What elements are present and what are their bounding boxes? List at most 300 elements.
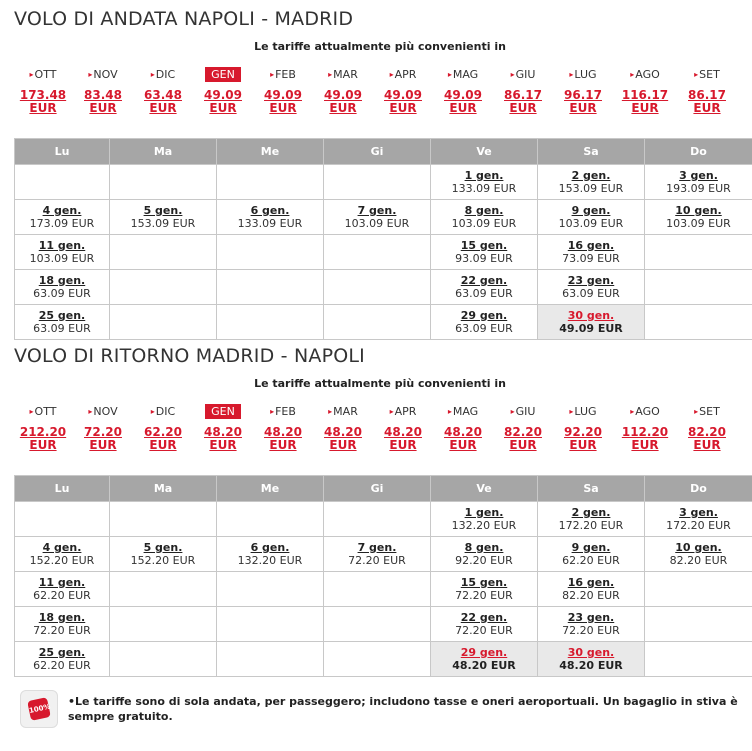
month-price: 48.20 [324, 425, 362, 439]
month-label: OTT [34, 68, 57, 81]
month-currency: EUR [449, 101, 477, 115]
month-label: MAR [333, 68, 358, 81]
chevron-right-icon: ▸ [270, 70, 275, 79]
month-currency: EUR [631, 438, 659, 452]
day-price: 133.09 EUR [237, 216, 303, 230]
month-price-link[interactable] [615, 89, 675, 115]
calendar-day-cell[interactable] [15, 270, 110, 305]
month-label: OTT [34, 405, 57, 418]
day-link[interactable]: 22 gen. [460, 273, 508, 287]
month-tab[interactable] [253, 67, 313, 82]
month-tab[interactable] [73, 404, 133, 419]
calendar-day-cell[interactable] [15, 235, 110, 270]
calendar-day-cell[interactable] [431, 537, 538, 572]
calendar-empty-cell [110, 270, 217, 305]
day-link[interactable]: 10 gen. [675, 203, 722, 217]
calendar-day-cell[interactable] [538, 270, 645, 305]
calendar-empty-cell [324, 502, 431, 537]
calendar-empty-cell [324, 235, 431, 270]
month-price-link[interactable] [313, 89, 373, 115]
calendar-empty-cell [324, 165, 431, 200]
day-link[interactable]: 11 gen. [38, 575, 86, 589]
calendar-empty-cell [15, 165, 110, 200]
chevron-right-icon: ▸ [630, 407, 635, 416]
month-price-link[interactable] [677, 426, 737, 452]
calendar-day-cell[interactable] [538, 642, 645, 677]
day-link[interactable]: 3 gen. [679, 168, 718, 182]
month-tab[interactable] [553, 67, 613, 82]
calendar-day-cell[interactable] [431, 572, 538, 607]
calendar-day-cell[interactable] [15, 305, 110, 340]
calendar-day-cell[interactable] [217, 200, 324, 235]
month-price-link[interactable] [13, 89, 73, 115]
calendar-empty-cell [645, 270, 752, 305]
month-label: APR [394, 68, 417, 81]
month-label: SET [699, 405, 720, 418]
weekday-header: Sa [538, 139, 645, 165]
chevron-right-icon: ▸ [270, 407, 275, 416]
month-currency: EUR [389, 438, 417, 452]
month-price: 83.48 [84, 88, 122, 102]
month-nov[interactable] [73, 404, 133, 452]
outbound-month-strip [0, 67, 752, 121]
month-price: 63.48 [144, 88, 182, 102]
weekday-header: Do [645, 139, 752, 165]
calendar-empty-cell [217, 165, 324, 200]
calendar-empty-cell [645, 305, 752, 340]
weekday-header: Do [645, 476, 752, 502]
day-price: 72.20 EUR [455, 623, 513, 637]
month-label: MAG [452, 405, 479, 418]
day-price: 92.20 EUR [455, 553, 513, 567]
month-set[interactable] [677, 404, 737, 452]
calendar-day-cell[interactable] [538, 537, 645, 572]
return-month-strip [0, 404, 752, 458]
month-label: NOV [93, 68, 118, 81]
calendar-empty-cell [217, 642, 324, 677]
month-price: 72.20 [84, 425, 122, 439]
month-label: GIU [515, 405, 536, 418]
calendar-day-cell[interactable] [431, 235, 538, 270]
day-link[interactable]: 29 gen. [460, 645, 508, 659]
month-price-link[interactable] [193, 426, 253, 452]
month-tab[interactable] [615, 404, 675, 419]
calendar-empty-cell [324, 270, 431, 305]
calendar-empty-cell [645, 235, 752, 270]
month-tab[interactable] [493, 404, 553, 419]
month-mar[interactable] [313, 404, 373, 452]
weekday-header: Gi [324, 476, 431, 502]
month-label: GEN [211, 68, 235, 81]
calendar-day-cell[interactable] [645, 165, 752, 200]
calendar-empty-cell [217, 607, 324, 642]
chevron-right-icon: ▸ [328, 407, 333, 416]
month-gen[interactable] [193, 67, 253, 115]
calendar-week-row [15, 642, 752, 677]
day-price: 93.09 EUR [455, 251, 513, 265]
day-link[interactable]: 29 gen. [460, 308, 508, 322]
day-link[interactable]: 4 gen. [42, 540, 82, 554]
day-link[interactable]: 16 gen. [567, 575, 615, 589]
month-price-link[interactable] [433, 89, 493, 115]
day-link[interactable]: 9 gen. [571, 203, 611, 217]
day-link[interactable]: 25 gen. [38, 645, 86, 659]
month-price-link[interactable] [253, 89, 313, 115]
day-link[interactable]: 10 gen. [675, 540, 722, 554]
month-price-link[interactable] [553, 89, 613, 115]
day-link[interactable]: 22 gen. [460, 610, 508, 624]
calendar-day-cell[interactable] [538, 235, 645, 270]
month-label: AGO [635, 68, 660, 81]
day-link[interactable]: 7 gen. [357, 540, 397, 554]
day-price: 153.09 EUR [130, 216, 196, 230]
month-tab[interactable] [313, 67, 373, 82]
chevron-right-icon: ▸ [88, 407, 93, 416]
month-price: 48.20 [264, 425, 302, 439]
month-tab[interactable] [493, 67, 553, 82]
month-price-link[interactable] [133, 89, 193, 115]
calendar-week-row [15, 270, 752, 305]
calendar-day-cell[interactable] [110, 200, 217, 235]
calendar-empty-cell [324, 305, 431, 340]
day-price: 62.20 EUR [33, 588, 91, 602]
month-set[interactable] [677, 67, 737, 115]
day-link[interactable]: 7 gen. [357, 203, 397, 217]
month-label: GIU [515, 68, 536, 81]
month-price-link[interactable] [493, 89, 553, 115]
calendar-day-cell[interactable] [431, 607, 538, 642]
calendar-day-cell[interactable] [431, 502, 538, 537]
month-price-link[interactable] [493, 426, 553, 452]
day-link[interactable]: 5 gen. [143, 203, 183, 217]
month-price: 49.09 [324, 88, 362, 102]
calendar-day-cell[interactable] [431, 165, 538, 200]
month-dic[interactable] [133, 404, 193, 452]
calendar-empty-cell [217, 235, 324, 270]
month-currency: EUR [209, 101, 237, 115]
day-price: 48.20 EUR [559, 658, 623, 672]
month-label: DIC [155, 68, 176, 81]
month-giu[interactable] [493, 67, 553, 115]
month-price: 116.17 [621, 88, 669, 102]
month-tab[interactable] [13, 404, 73, 419]
month-currency: EUR [693, 438, 721, 452]
calendar-week-row [15, 235, 752, 270]
day-link[interactable]: 11 gen. [38, 238, 86, 252]
month-currency: EUR [569, 101, 597, 115]
month-price-link[interactable] [13, 426, 73, 452]
month-dic[interactable] [133, 67, 193, 115]
month-price-link[interactable] [73, 89, 133, 115]
calendar-day-cell[interactable] [324, 537, 431, 572]
day-link[interactable]: 8 gen. [464, 540, 504, 554]
calendar-day-cell[interactable] [431, 270, 538, 305]
month-tab[interactable] [433, 404, 493, 419]
month-price: 173.48 [19, 88, 67, 102]
month-currency: EUR [149, 101, 177, 115]
calendar-day-cell[interactable] [645, 502, 752, 537]
calendar-day-cell[interactable] [110, 537, 217, 572]
calendar-empty-cell [324, 607, 431, 642]
month-tab[interactable] [133, 67, 193, 82]
calendar-week-row [15, 607, 752, 642]
month-price-link[interactable] [433, 426, 493, 452]
day-link[interactable]: 6 gen. [250, 540, 290, 554]
day-price: 72.20 EUR [348, 553, 406, 567]
badge-text: 100% [27, 697, 51, 721]
month-label: FEB [275, 405, 296, 418]
month-label: FEB [275, 68, 296, 81]
day-link[interactable]: 3 gen. [679, 505, 718, 519]
weekday-header: Me [217, 476, 324, 502]
day-price: 62.20 EUR [562, 553, 620, 567]
month-price-link[interactable] [615, 426, 675, 452]
month-feb[interactable] [253, 404, 313, 452]
outbound-subtitle: Le tariffe attualmente più convenienti in [254, 40, 506, 53]
month-giu[interactable] [493, 404, 553, 452]
calendar-day-cell[interactable] [324, 200, 431, 235]
day-link[interactable]: 30 gen. [567, 308, 615, 322]
month-tab[interactable] [313, 404, 373, 419]
price-guarantee-badge-icon [20, 690, 58, 728]
calendar-day-cell[interactable] [15, 572, 110, 607]
day-price: 63.09 EUR [455, 321, 513, 335]
month-price: 86.17 [504, 88, 542, 102]
calendar-week-row [15, 502, 752, 537]
month-tab[interactable] [205, 404, 241, 419]
month-price: 49.09 [384, 88, 422, 102]
month-tab[interactable] [373, 404, 433, 419]
calendar-day-cell[interactable] [538, 200, 645, 235]
month-feb[interactable] [253, 67, 313, 115]
calendar-day-cell[interactable] [15, 642, 110, 677]
chevron-right-icon: ▸ [88, 70, 93, 79]
calendar-empty-cell [15, 502, 110, 537]
day-link[interactable]: 23 gen. [567, 273, 615, 287]
return-title: VOLO DI RITORNO MADRID - NAPOLI [14, 345, 365, 367]
chevron-right-icon: ▸ [447, 70, 452, 79]
month-price-link[interactable] [193, 89, 253, 115]
day-price: 152.20 EUR [130, 553, 196, 567]
day-link[interactable]: 9 gen. [571, 540, 611, 554]
month-price-link[interactable] [313, 426, 373, 452]
month-price-link[interactable] [373, 426, 433, 452]
outbound-calendar [14, 138, 752, 340]
month-currency: EUR [329, 438, 357, 452]
chevron-right-icon: ▸ [569, 70, 574, 79]
day-price: 63.09 EUR [562, 286, 620, 300]
day-price: 172.20 EUR [666, 518, 731, 532]
calendar-day-cell[interactable] [217, 537, 324, 572]
month-price-link[interactable] [73, 426, 133, 452]
month-apr[interactable] [373, 404, 433, 452]
calendar-day-cell[interactable] [645, 537, 752, 572]
day-link[interactable]: 16 gen. [567, 238, 615, 252]
month-price-link[interactable] [553, 426, 613, 452]
calendar-day-cell[interactable] [538, 572, 645, 607]
day-price: 103.09 EUR [558, 216, 624, 230]
chevron-right-icon: ▸ [694, 407, 699, 416]
calendar-day-cell[interactable] [431, 305, 538, 340]
month-lug[interactable] [553, 404, 613, 452]
month-price-link[interactable] [133, 426, 193, 452]
calendar-empty-cell [110, 572, 217, 607]
month-price-link[interactable] [677, 89, 737, 115]
month-apr[interactable] [373, 67, 433, 115]
day-link[interactable]: 1 gen. [464, 168, 504, 182]
day-link[interactable]: 5 gen. [143, 540, 183, 554]
month-nov[interactable] [73, 67, 133, 115]
calendar-day-cell[interactable] [538, 165, 645, 200]
month-tab[interactable] [13, 67, 73, 82]
chevron-right-icon: ▸ [150, 70, 155, 79]
calendar-empty-cell [324, 642, 431, 677]
month-mag[interactable] [433, 67, 493, 115]
calendar-empty-cell [110, 165, 217, 200]
day-link[interactable]: 15 gen. [460, 238, 508, 252]
weekday-header: Sa [538, 476, 645, 502]
month-currency: EUR [569, 438, 597, 452]
day-price: 62.20 EUR [33, 658, 91, 672]
chevron-right-icon: ▸ [569, 407, 574, 416]
calendar-empty-cell [324, 572, 431, 607]
month-price-link[interactable] [373, 89, 433, 115]
day-price: 103.09 EUR [666, 216, 731, 230]
day-price: 72.20 EUR [562, 623, 620, 637]
month-currency: EUR [269, 101, 297, 115]
return-subtitle: Le tariffe attualmente più convenienti in [254, 377, 506, 390]
day-price: 133.09 EUR [451, 181, 517, 195]
chevron-right-icon: ▸ [328, 70, 333, 79]
calendar-empty-cell [110, 305, 217, 340]
month-currency: EUR [389, 101, 417, 115]
month-label: MAG [452, 68, 479, 81]
calendar-week-row [15, 200, 752, 235]
calendar-day-cell[interactable] [538, 502, 645, 537]
month-currency: EUR [509, 101, 537, 115]
weekday-header: Ma [110, 139, 217, 165]
month-label: DIC [155, 405, 176, 418]
weekday-header: Gi [324, 139, 431, 165]
month-currency: EUR [449, 438, 477, 452]
day-link[interactable]: 8 gen. [464, 203, 504, 217]
chevron-right-icon: ▸ [630, 70, 635, 79]
month-price: 82.20 [504, 425, 542, 439]
chevron-right-icon: ▸ [510, 70, 515, 79]
month-ago[interactable] [615, 404, 675, 452]
calendar-day-cell[interactable] [431, 642, 538, 677]
calendar-empty-cell [110, 642, 217, 677]
month-price: 48.20 [204, 425, 242, 439]
day-price: 132.20 EUR [237, 553, 303, 567]
month-label: MAR [333, 405, 358, 418]
month-currency: EUR [631, 101, 659, 115]
month-price: 48.20 [444, 425, 482, 439]
month-tab[interactable] [73, 67, 133, 82]
month-currency: EUR [29, 438, 57, 452]
month-price: 49.09 [204, 88, 242, 102]
calendar-day-cell[interactable] [538, 607, 645, 642]
day-link[interactable]: 6 gen. [250, 203, 290, 217]
calendar-day-cell[interactable] [538, 305, 645, 340]
day-link[interactable]: 23 gen. [567, 610, 615, 624]
calendar-day-cell[interactable] [15, 537, 110, 572]
chevron-right-icon: ▸ [389, 407, 394, 416]
day-price: 173.09 EUR [29, 216, 95, 230]
weekday-header: Lu [15, 139, 110, 165]
day-price: 82.20 EUR [669, 553, 728, 567]
day-price: 63.09 EUR [33, 286, 91, 300]
month-price: 49.09 [444, 88, 482, 102]
calendar-day-cell[interactable] [15, 607, 110, 642]
month-tab[interactable] [373, 67, 433, 82]
month-ott[interactable] [13, 67, 73, 115]
month-tab[interactable] [253, 404, 313, 419]
calendar-empty-cell [110, 607, 217, 642]
month-tab[interactable] [433, 67, 493, 82]
month-mar[interactable] [313, 67, 373, 115]
day-link[interactable]: 18 gen. [38, 610, 86, 624]
day-link[interactable]: 1 gen. [464, 505, 504, 519]
day-price: 49.09 EUR [559, 321, 623, 335]
month-gen[interactable] [193, 404, 253, 452]
day-price: 72.20 EUR [33, 623, 91, 637]
day-link[interactable]: 30 gen. [567, 645, 615, 659]
month-tab[interactable] [553, 404, 613, 419]
month-price: 86.17 [688, 88, 726, 102]
calendar-day-cell[interactable] [431, 200, 538, 235]
day-link[interactable]: 15 gen. [460, 575, 508, 589]
weekday-header: Ve [431, 139, 538, 165]
chevron-right-icon: ▸ [389, 70, 394, 79]
calendar-empty-cell [217, 305, 324, 340]
day-link[interactable]: 2 gen. [571, 505, 611, 519]
month-tab[interactable] [133, 404, 193, 419]
month-currency: EUR [89, 101, 117, 115]
month-mag[interactable] [433, 404, 493, 452]
day-link[interactable]: 25 gen. [38, 308, 86, 322]
fare-note: •Le tariffe sono di sola andata, per passeggero; includono tasse e oneri aeroportuali. Un bagaglio in stiva è sempre gratuito. [68, 695, 738, 723]
day-link[interactable]: 2 gen. [571, 168, 611, 182]
calendar-empty-cell [217, 270, 324, 305]
day-link[interactable]: 18 gen. [38, 273, 86, 287]
month-tab[interactable] [677, 404, 737, 419]
month-label: APR [394, 405, 417, 418]
return-calendar [14, 475, 752, 677]
month-price-link[interactable] [253, 426, 313, 452]
month-tab[interactable] [615, 67, 675, 82]
day-price: 103.09 EUR [451, 216, 517, 230]
chevron-right-icon: ▸ [447, 407, 452, 416]
day-price: 63.09 EUR [33, 321, 91, 335]
month-ott[interactable] [13, 404, 73, 452]
chevron-right-icon: ▸ [29, 407, 34, 416]
calendar-empty-cell [645, 607, 752, 642]
calendar-day-cell[interactable] [645, 200, 752, 235]
month-currency: EUR [269, 438, 297, 452]
day-price: 153.09 EUR [558, 181, 624, 195]
month-currency: EUR [209, 438, 237, 452]
month-ago[interactable] [615, 67, 675, 115]
calendar-week-row [15, 537, 752, 572]
day-link[interactable]: 4 gen. [42, 203, 82, 217]
day-price: 193.09 EUR [666, 181, 731, 195]
weekday-header: Lu [15, 476, 110, 502]
month-tab[interactable] [677, 67, 737, 82]
calendar-day-cell[interactable] [15, 200, 110, 235]
month-tab[interactable] [205, 67, 241, 82]
month-lug[interactable] [553, 67, 613, 115]
